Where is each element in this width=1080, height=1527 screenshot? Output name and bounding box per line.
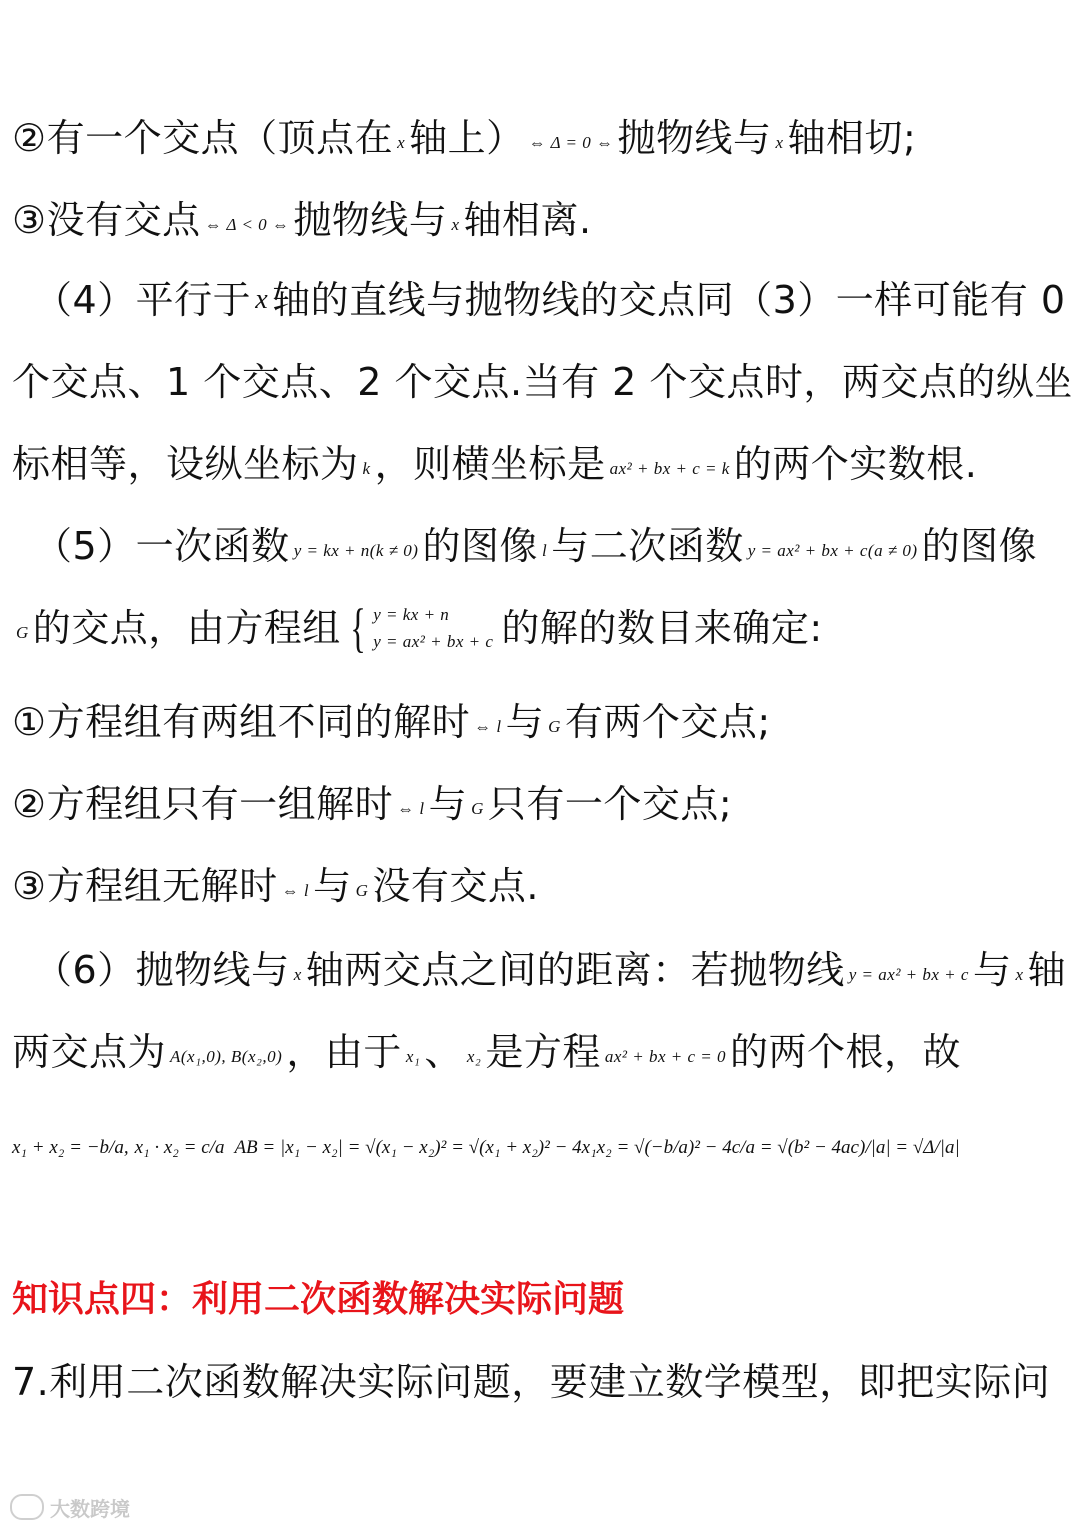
text: 轴相切; [787, 116, 917, 160]
equation-row: y = kx + n [373, 605, 450, 624]
text: 的两个实数根. [733, 442, 978, 486]
math-var: G [16, 622, 29, 642]
text-line-12 [12, 1022, 1074, 1082]
text: 7.利用二次函数解决实际问题，要建立数学模型，即把实际问 [12, 1360, 1051, 1404]
text-line-13 [12, 1352, 1074, 1412]
math-var: x [397, 132, 406, 152]
text: 抛物线与 [293, 198, 448, 242]
math-var: G [548, 716, 561, 736]
math-var: k [362, 458, 371, 478]
text: 轴上） [409, 116, 525, 160]
text-line-1 [12, 108, 1074, 168]
text: （4）平行于 [34, 278, 252, 322]
text: ③没有交点 [12, 198, 201, 242]
text-line-3 [34, 270, 1074, 330]
text: 是方程 [485, 1030, 601, 1074]
math-expression: ⇔ l [474, 716, 502, 736]
text: 轴相离. [463, 198, 592, 242]
watermark-logo-icon [10, 1494, 44, 1520]
math-expression: A(x₁,0), B(x₂,0) [170, 1046, 283, 1066]
math-var: x [293, 964, 302, 984]
math-expression: ⇔ l [397, 798, 425, 818]
text: 与 [505, 700, 545, 744]
watermark-text: 大数跨境 [50, 1496, 130, 1521]
math-expression: ⇔ l [281, 880, 310, 900]
math-expression: y = ax² + bx + c(a ≠ 0) [747, 540, 918, 560]
math-expression: ⇔ Δ < 0 ⇔ [204, 214, 290, 234]
text-line-9 [12, 774, 1074, 834]
section-heading: 知识点四：利用二次函数解决实际问题 [12, 1279, 625, 1320]
text: 的解的数目来确定: [501, 606, 823, 650]
text: 有两个交点; [564, 700, 771, 744]
text-line-4 [12, 352, 1074, 412]
text: 与 [972, 948, 1012, 992]
text: 没有交点. [372, 864, 539, 908]
text-line-10 [12, 856, 1074, 916]
math-expression: ax² + bx + c = k [609, 458, 730, 478]
math-var: x [255, 284, 269, 315]
text: ②方程组只有一组解时 [12, 782, 394, 826]
math-expression: ax² + bx + c = 0 [604, 1046, 726, 1066]
text-line-7 [12, 598, 1074, 658]
text-line-11 [34, 940, 1074, 1000]
equation-system [345, 598, 494, 658]
distance-formula [12, 1108, 1072, 1188]
text: 与二次函数 [551, 524, 744, 568]
text: ，则横坐标是 [374, 442, 606, 486]
text-line-6 [34, 516, 1074, 576]
text: （6）抛物线与 [34, 948, 290, 992]
math-var: x₁ [405, 1046, 421, 1066]
text: ，由于 [286, 1030, 402, 1074]
math-expression: ⇔ Δ = 0 ⇔ [528, 132, 614, 152]
text-line-2 [12, 190, 1074, 250]
math-expression: y = ax² + bx + c [848, 964, 969, 984]
formula-sum: x₁ + x₂ = −b/a, [12, 1137, 129, 1158]
formula-distance: AB = |x₁ − x₂| = √(x₁ − x₂)² = √(x₁ + x₂)² − 4x₁x₂ = √(−b/a)² − 4c/a = √(b² − 4ac)/|a| = √Δ/|a| [234, 1137, 960, 1158]
text: 轴的直线与抛物线的交点同（3）一样可能有 0 [272, 278, 1066, 322]
text: 与 [313, 864, 352, 908]
text: 与 [428, 782, 468, 826]
text: 标相等，设纵坐标为 [12, 442, 359, 486]
math-var: G [355, 880, 369, 900]
math-var: x [775, 132, 784, 152]
text: 两交点为 [12, 1030, 167, 1074]
text-line-5 [12, 434, 1074, 494]
text: ②有一个交点（顶点在 [12, 116, 394, 160]
math-var: l [541, 540, 548, 560]
text: ③方程组无解时 [12, 864, 278, 908]
math-var: x [1015, 964, 1024, 984]
text: 只有一个交点; [487, 782, 733, 826]
text: （5）一次函数 [34, 524, 290, 568]
equation-row: y = ax² + bx + c [373, 632, 494, 651]
text: 的两个根，故 [729, 1030, 961, 1074]
math-var: x [451, 214, 460, 234]
text: ①方程组有两组不同的解时 [12, 700, 471, 744]
brace-icon: { [350, 598, 366, 658]
text: 轴两交点之间的距离：若抛物线 [305, 948, 845, 992]
text: 的图像 [921, 524, 1038, 568]
text: 个交点、1 个交点、2 个交点.当有 2 个交点时，两交点的纵坐 [12, 360, 1073, 404]
text: 抛物线与 [617, 116, 772, 160]
text: 的图像 [422, 524, 538, 568]
text-line-8 [12, 692, 1074, 752]
text: 的交点，由方程组 [32, 606, 341, 650]
formula-product: x₁ · x₂ = c/a [134, 1137, 225, 1158]
watermark [10, 1492, 130, 1522]
math-expression: y = kx + n(k ≠ 0) [293, 540, 419, 560]
math-var: x₂ [466, 1046, 482, 1066]
text: 轴 [1027, 948, 1067, 992]
math-var: G [471, 798, 484, 818]
text: 、 [424, 1030, 463, 1074]
